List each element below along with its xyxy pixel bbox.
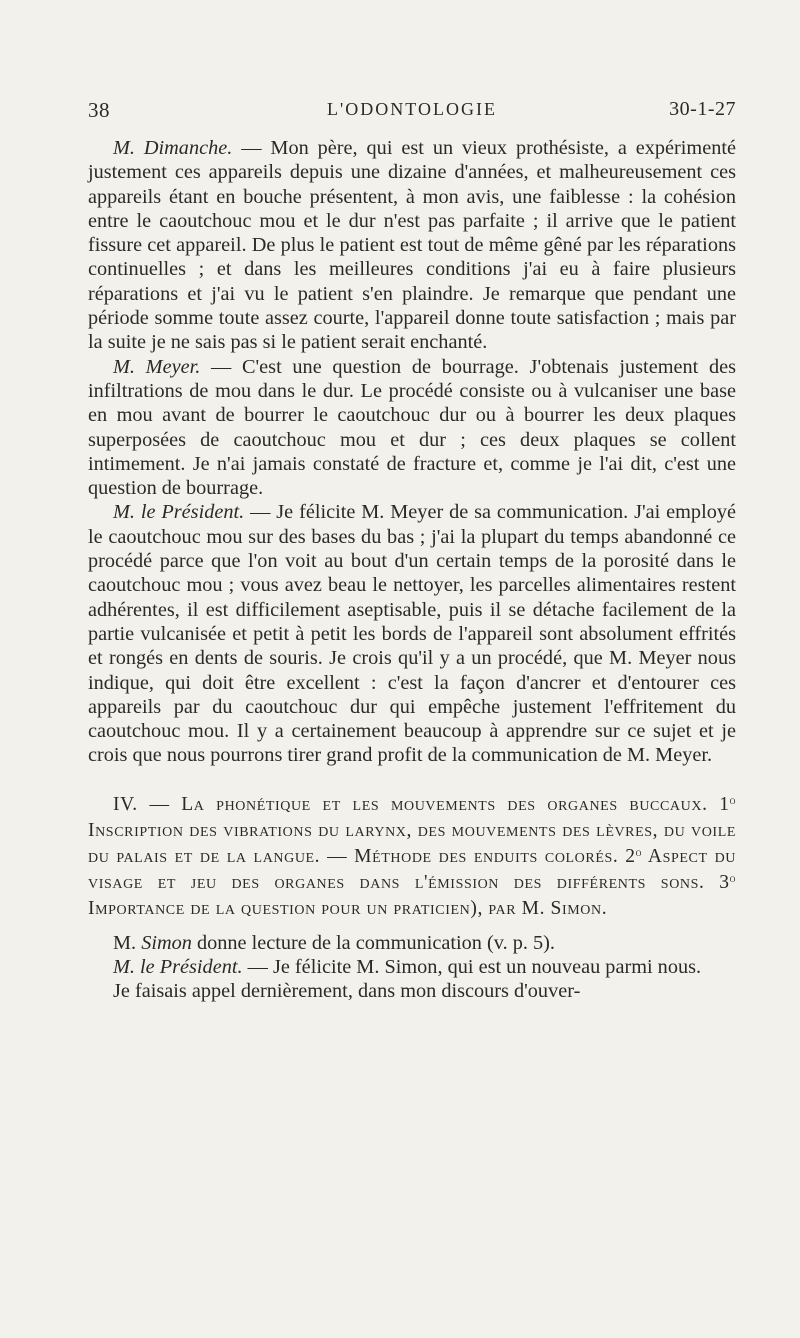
heading-text: Importance de la question pour un praticien), par M. Simon. xyxy=(88,897,608,919)
body-text xyxy=(88,136,736,1004)
heading-ordinal: o xyxy=(635,844,643,859)
speaker-name: M. le Président. xyxy=(113,501,245,524)
section-heading xyxy=(88,792,736,922)
issue-date: 30-1-27 xyxy=(669,98,736,120)
paragraph-simon xyxy=(88,931,736,955)
paragraph-text: — Je félicite M. Simon, qui est un nouveau parmi nous. xyxy=(242,956,702,979)
speaker-name: M. Dimanche. xyxy=(113,137,233,159)
heading-text: IV. — La phonétique et les mouvements des organes buccaux. 1 xyxy=(113,793,730,815)
heading-text: Aspect du visage et jeu des organes dans l'émission des différents sons. 3 xyxy=(88,845,736,893)
paragraph-text: — C'est une question de bourrage. J'obtenais justement des infiltrations de mou dans le dur. Le procédé consiste ou à vulcaniser une base en mou avant de bourrer le caoutchouc dur ou à bourrer les deux plaques superposées de caoutchouc mou et dur ; ces deux plaques se collent intimement. Je n'ai jamais constaté de fracture et, comme je l'ai dit, c'est une question de bourrage. xyxy=(88,355,736,500)
running-header xyxy=(88,96,736,136)
paragraph-text: Je faisais appel dernièrement, dans mon discours d'ouver- xyxy=(113,980,581,1003)
paragraph-text: donne lecture de la communication (v. p. 5). xyxy=(191,931,555,954)
paragraph-text: — Mon père, qui est un vieux prothésiste, a expérimenté justement ces appareils depuis une dizaine d'années, et malheureusement ces appareils étant en bouche présentent, à mon avis, une faiblesse : la cohésion entre le caoutchouc mou et le dur n'est pas parfaite ; il arrive que le patient fissure cet appareil. De plus le patient est tout de même gêné par les réparations continuelles ; et dans les meilleures conditions j'ai eu à faire plusieurs réparations et j'ai vu le patient s'en plaindre. Je remarque que pendant une période somme toute assez courte, l'appareil donne toute satisfaction ; mais par la suite je ne sais pas si le patient serait enchanté. xyxy=(88,137,736,354)
speaker-name: Simon xyxy=(141,931,192,954)
speaker-name: M. le Président. xyxy=(113,956,243,979)
paragraph-meyer xyxy=(88,355,736,501)
speaker-prefix: M. xyxy=(113,931,142,954)
paragraph-text: — Je félicite M. Meyer de sa communication. J'ai employé le caoutchouc mou sur des bases du bas ; j'ai la plupart du temps abandonné ce procédé parce que l'on voit au bout d'un certain temps de la porosité dans le caoutchouc mou ; vous avez beau le nettoyer, les parcelles alimentaires restent adhérentes, il est difficilement aseptisable, puis il se détache facilement de la partie vulcanisée et petit à petit les bords de l'appareil sont absolument effrités et rongés en dents de souris. Je crois qu'il y a un procédé, que M. Meyer nous indique, qui doit être excellent : c'est la façon d'ancrer et d'entourer ces appareils par du caoutchouc dur qui empêche justement l'effritement du caoutchouc mou. Il y a certainement beaucoup à apprendre sur ce sujet et je crois que nous pourrons tirer grand profit de la communication de M. Meyer. xyxy=(88,501,736,767)
heading-ordinal: o xyxy=(729,792,736,807)
journal-title: L'ODONTOLOGIE xyxy=(327,99,497,119)
heading-ordinal: o xyxy=(729,870,736,885)
heading-text: Inscription des vibrations du larynx, des mouvements des lèvres, du voile du palais et de la langue. — Méthode des enduits colorés. 2 xyxy=(88,819,736,867)
paragraph-president xyxy=(88,500,736,767)
document-page xyxy=(88,96,736,1296)
paragraph-final xyxy=(88,979,736,1003)
speaker-name: M. Meyer. xyxy=(113,355,201,378)
page-number: 38 xyxy=(88,98,110,122)
paragraph-president-2 xyxy=(88,955,736,979)
paragraph-dimanche xyxy=(88,136,736,355)
